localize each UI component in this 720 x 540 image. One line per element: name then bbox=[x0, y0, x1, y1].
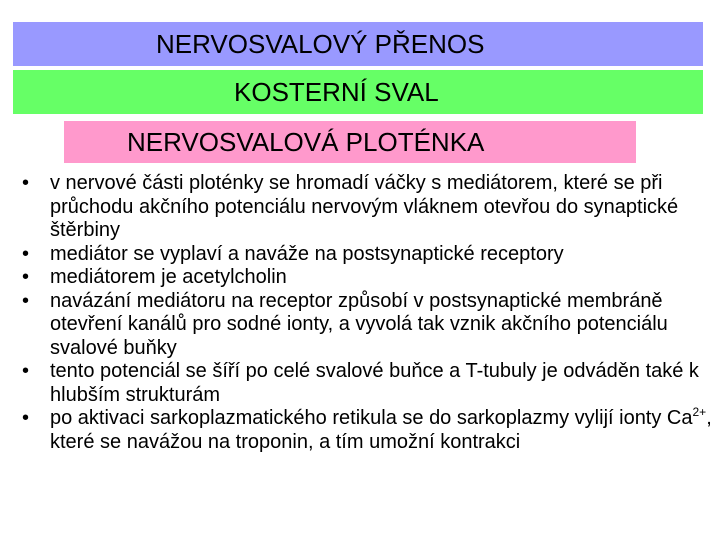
bullet-text-part: , které se navážou na troponin, a tím umožní kontrakci bbox=[50, 407, 712, 453]
bullet-text: tento potenciál se šíří po celé svalové buňce a T-tubuly je odváděn také k hlubším strukturám bbox=[50, 360, 699, 406]
bullet-text: mediátorem je acetylcholin bbox=[50, 266, 287, 288]
bullet-item-last bbox=[20, 407, 716, 454]
bullet-item bbox=[20, 266, 716, 290]
title-banner-section bbox=[64, 121, 636, 163]
bullet-item bbox=[20, 172, 716, 243]
title-main: NERVOSVALOVÝ PŘENOS bbox=[156, 29, 485, 59]
bullet-text-part: po aktivaci sarkoplazmatického retikula se do sarkoplazmy vylijí ionty Ca bbox=[50, 407, 693, 429]
bullet-list bbox=[20, 172, 716, 454]
title-banner-main bbox=[13, 22, 703, 66]
title-banner-sub bbox=[13, 70, 703, 114]
bullet-text: mediátor se vyplaví a naváže na postsynaptické receptory bbox=[50, 242, 564, 265]
bullet-item bbox=[20, 290, 716, 361]
bullet-text: navázání mediátoru na receptor způsobí v postsynaptické membráně otevření kanálů pro sodné ionty, a vyvolá tak vznik akčního potenciálu svalové buňky bbox=[50, 289, 668, 359]
bullet-text: v nervové části ploténky se hromadí váčky s mediátorem, které se při průchodu akčního potenciálu nervovým vláknem otevřou do synaptické štěrbiny bbox=[50, 172, 679, 241]
ion-charge-superscript: 2+ bbox=[692, 405, 707, 419]
title-sub: KOSTERNÍ SVAL bbox=[234, 77, 439, 107]
title-section: NERVOSVALOVÁ PLOTÉNKA bbox=[127, 127, 485, 157]
bullet-item bbox=[20, 243, 716, 267]
bullet-item bbox=[20, 360, 716, 407]
